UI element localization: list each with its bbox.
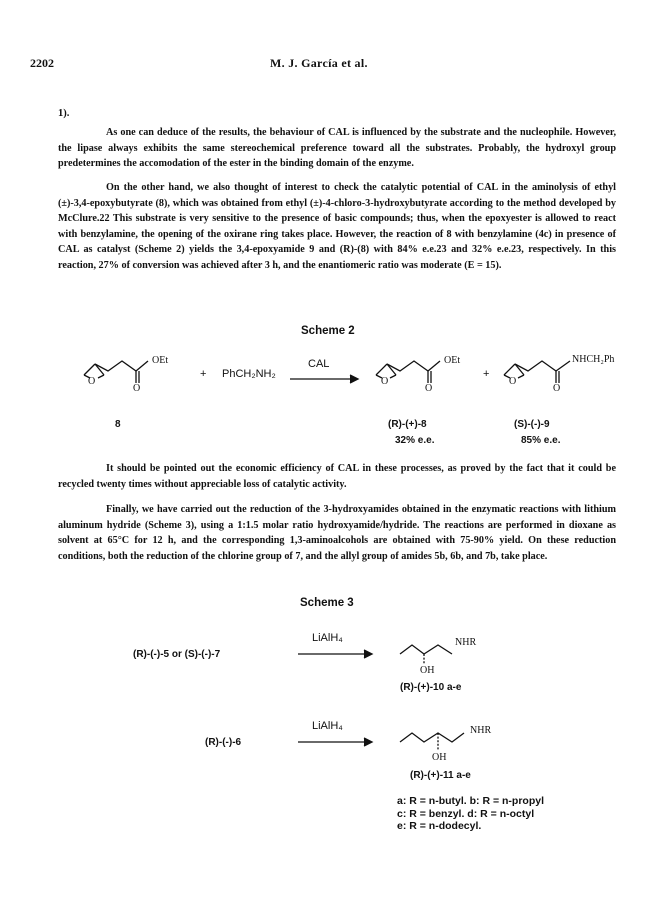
compound-s9-label: (S)-(-)-9 bbox=[514, 419, 550, 430]
epoxide-oxygen-label: O bbox=[88, 376, 96, 387]
amide-nhch2ph-label: NHCH₂Ph bbox=[572, 354, 615, 365]
product11-label: (R)-(+)-11 a-e bbox=[410, 770, 471, 781]
ester-oet-label: OEt bbox=[152, 355, 169, 366]
paragraph-cal-behaviour: As one can deduce of the results, the behaviour of CAL is influenced by the substrate and the nucleophile. However, the lipase always exhibits the same stereochemical preference toward all the substrates. Probably, the hydroxyl group predetermines the accomodation of the ester in the binding domain of the enzyme. bbox=[58, 127, 616, 170]
product-oet-label: OEt bbox=[444, 355, 461, 366]
product10-label: (R)-(+)-10 a-e bbox=[400, 682, 462, 693]
product11-oh-label: OH bbox=[432, 752, 447, 763]
ester-product-structure bbox=[372, 345, 462, 395]
plus-sign: + bbox=[200, 368, 207, 380]
epoxyester-structure bbox=[80, 345, 170, 395]
amide-product-structure bbox=[500, 345, 590, 395]
benzylamine-reagent: PhCH₂NH₂ bbox=[222, 368, 276, 380]
reaction1-reagent: LiAlH₄ bbox=[312, 632, 343, 644]
product-carbonyl-oxygen-label: O bbox=[425, 383, 433, 394]
product10-oh-label: OH bbox=[420, 665, 435, 676]
plus-sign-2: + bbox=[483, 368, 490, 380]
running-header-authors: M. J. García et al. bbox=[270, 56, 368, 70]
reaction-arrow bbox=[290, 374, 362, 384]
reaction2-reagent: LiAlH₄ bbox=[312, 720, 343, 732]
page-number: 2202 bbox=[30, 56, 54, 70]
amide-epoxide-oxygen-label: O bbox=[509, 376, 517, 387]
product10-nhr-label: NHR bbox=[455, 637, 477, 648]
reaction1-starting-material: (R)-(-)-5 or (S)-(-)-7 bbox=[133, 649, 221, 660]
legend-line: a: R = n-butyl. b: R = n-propyl bbox=[397, 795, 544, 807]
reaction2-starting-material: (R)-(-)-6 bbox=[205, 737, 242, 748]
reaction2-arrow bbox=[298, 737, 376, 747]
carbonyl-oxygen-label: O bbox=[133, 383, 141, 394]
compound-r8-label: (R)-(+)-8 bbox=[388, 419, 427, 430]
product-epoxide-oxygen-label: O bbox=[381, 376, 389, 387]
reaction1-arrow bbox=[298, 649, 376, 659]
continued-fragment: 1). bbox=[58, 108, 70, 119]
legend-line: c: R = benzyl. d: R = n-octyl bbox=[397, 807, 535, 820]
ee-s9-label: 85% e.e. bbox=[521, 435, 561, 446]
paragraph-reduction: Finally, we have carried out the reduction of the 3-hydroxyamides obtained in the enzymatic reactions with lithium aluminum hydride (Scheme 3), using a 1:1.5 molar ratio hydroxyamide/hydride. The reactions are performed in dioxane as solvent at 65°C for 12 h, and the corresponding 1,3-aminoalcohols are obtained with 75-90% yield. On these reduction conditions, both the reduction of the chlorine group of 7, and the allyl group of amides 5b, 6b, and 7b, take place. bbox=[58, 504, 616, 562]
scheme-2-title: Scheme 2 bbox=[301, 325, 355, 337]
paragraph-aminolysis: On the other hand, we also thought of interest to check the catalytic potential of CAL in the aminolysis of ethyl (±)-3,4-epoxybutyrate (8), which was obtained from ethyl (±)-4-chloro-3-hydroxybutyrate according to the method developed by McClure.22 This substrate is very sensitive to the presence of basic compounds; thus, when the epoxyester is allowed to react with benzylamine, the opening of the oxirane ring takes place. However, the reaction of 8 with benzylamine (4c) in presence of CAL as catalyst (Scheme 2) yields the 3,4-epoxyamide 9 and (R)-(8) with 84% e.e.23 and 32% e.e.23, respectively. In this reaction, 27% of conversion was achieved after 3 h, and the enantiomeric ratio was moderate (E = 15). bbox=[58, 182, 616, 271]
scheme-3-title: Scheme 3 bbox=[300, 597, 354, 609]
cal-catalyst-label: CAL bbox=[308, 358, 330, 370]
amide-carbonyl-oxygen-label: O bbox=[553, 383, 561, 394]
compound-8-label: 8 bbox=[115, 419, 121, 430]
r-group-legend bbox=[397, 795, 544, 833]
product11-nhr-label: NHR bbox=[470, 725, 492, 736]
ee-r8-label: 32% e.e. bbox=[395, 435, 435, 446]
paragraph-recycling: It should be pointed out the economic efficiency of CAL in these processes, as proved by the fact that it could be recycled twenty times without appreciable loss of catalytic activity. bbox=[58, 463, 616, 490]
legend-line: e: R = n-dodecyl. bbox=[397, 820, 482, 832]
